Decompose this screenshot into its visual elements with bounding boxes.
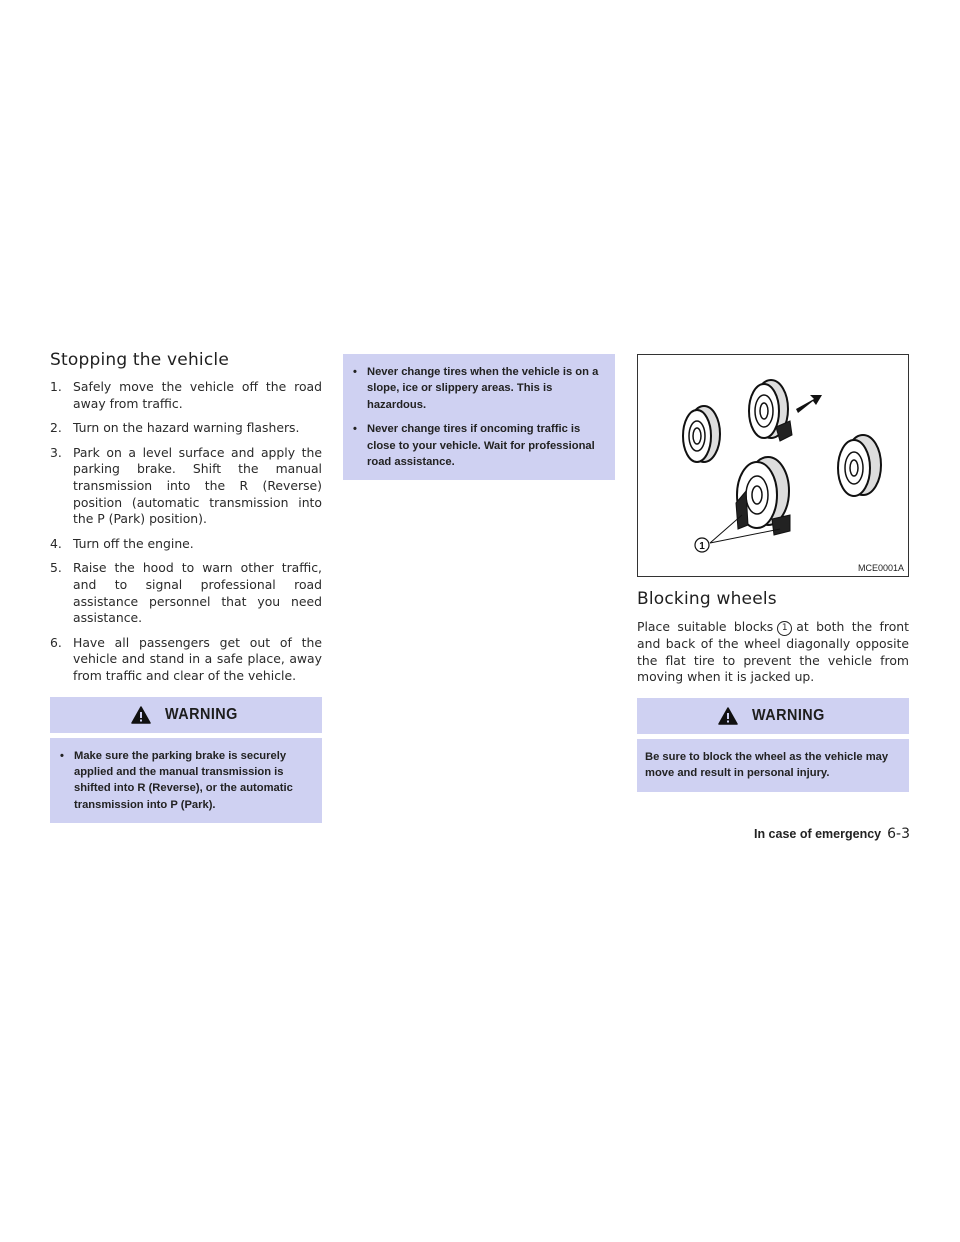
warning-text: Be sure to block the wheel as the vehicle may move and result in personal injury. (645, 750, 889, 780)
left-column (50, 350, 322, 823)
warning-box (50, 697, 322, 824)
warning-item: • Never change tires if oncoming traffic is close to your vehicle. Wait for professional road assistance. (353, 423, 595, 469)
list-item: 2. Turn on the hazard warning flashers. (50, 420, 300, 436)
wheels-illustration (638, 355, 908, 576)
warning-title: WARNING (164, 705, 238, 723)
arrow-icon (796, 395, 822, 413)
circled-number: 1 (777, 621, 792, 636)
wheel-right (838, 435, 881, 496)
callout-number: 1 (699, 541, 705, 552)
section-heading-blocking: Blocking wheels (637, 589, 777, 609)
warning-header (50, 697, 322, 733)
steps-list (50, 379, 322, 685)
warning-item: • Make sure the parking brake is securely applied and the manual transmission is shifted into R (Reverse), or the automatic transmission into P (Park). (60, 749, 293, 811)
warning-triangle-icon (718, 707, 738, 725)
list-item: 5. Raise the hood to warn other traffic, and to signal professional road assistance personnel that you need assistance. (50, 560, 322, 626)
warning-header (637, 698, 909, 734)
right-column (637, 589, 909, 792)
callout-leader (710, 529, 780, 543)
wheel-blocks-figure (637, 354, 909, 577)
page-number: 6-3 (887, 826, 910, 842)
warning-body (50, 738, 322, 824)
footer-section: In case of emergency (753, 827, 882, 841)
blocking-paragraph: Place suitable blocks 1 at both the front and back of the wheel diagonally opposite the flat tire to prevent the vehicle from moving when it is jacked up. (637, 619, 909, 685)
bullet-dot-icon: • (353, 366, 357, 378)
list-item: 1. Safely move the vehicle off the road away from traffic. (50, 379, 322, 411)
wheel-top (749, 380, 792, 441)
bullet-dot-icon: • (353, 423, 357, 436)
warning-body (637, 739, 909, 792)
list-item: 6. Have all passengers get out of the vehicle and stand in a safe place, away from traffic and clear of the vehicle. (50, 634, 322, 683)
warning-box (637, 698, 909, 792)
warning-title: WARNING (751, 706, 825, 724)
page-footer (754, 826, 910, 842)
figure-code: MCE0001A (857, 563, 904, 573)
warning-triangle-icon (131, 706, 151, 724)
warning-item: • Never change tires when the vehicle is on a slope, ice or slippery areas. This is hazardous. (353, 366, 599, 411)
list-item: 3. Park on a level surface and apply the parking brake. Shift the manual transmission into the R (Reverse) position (automatic transmission into the P (Park) position). (50, 444, 322, 527)
wheel-blocked (736, 457, 790, 535)
warning-body-continued (343, 354, 615, 480)
callout-leader (710, 515, 742, 543)
bullet-dot-icon: • (60, 749, 64, 762)
list-item: 4. Turn off the engine. (50, 535, 194, 551)
section-heading-stopping: Stopping the vehicle (50, 350, 229, 370)
wheel-left (683, 406, 720, 462)
middle-column (343, 354, 615, 480)
